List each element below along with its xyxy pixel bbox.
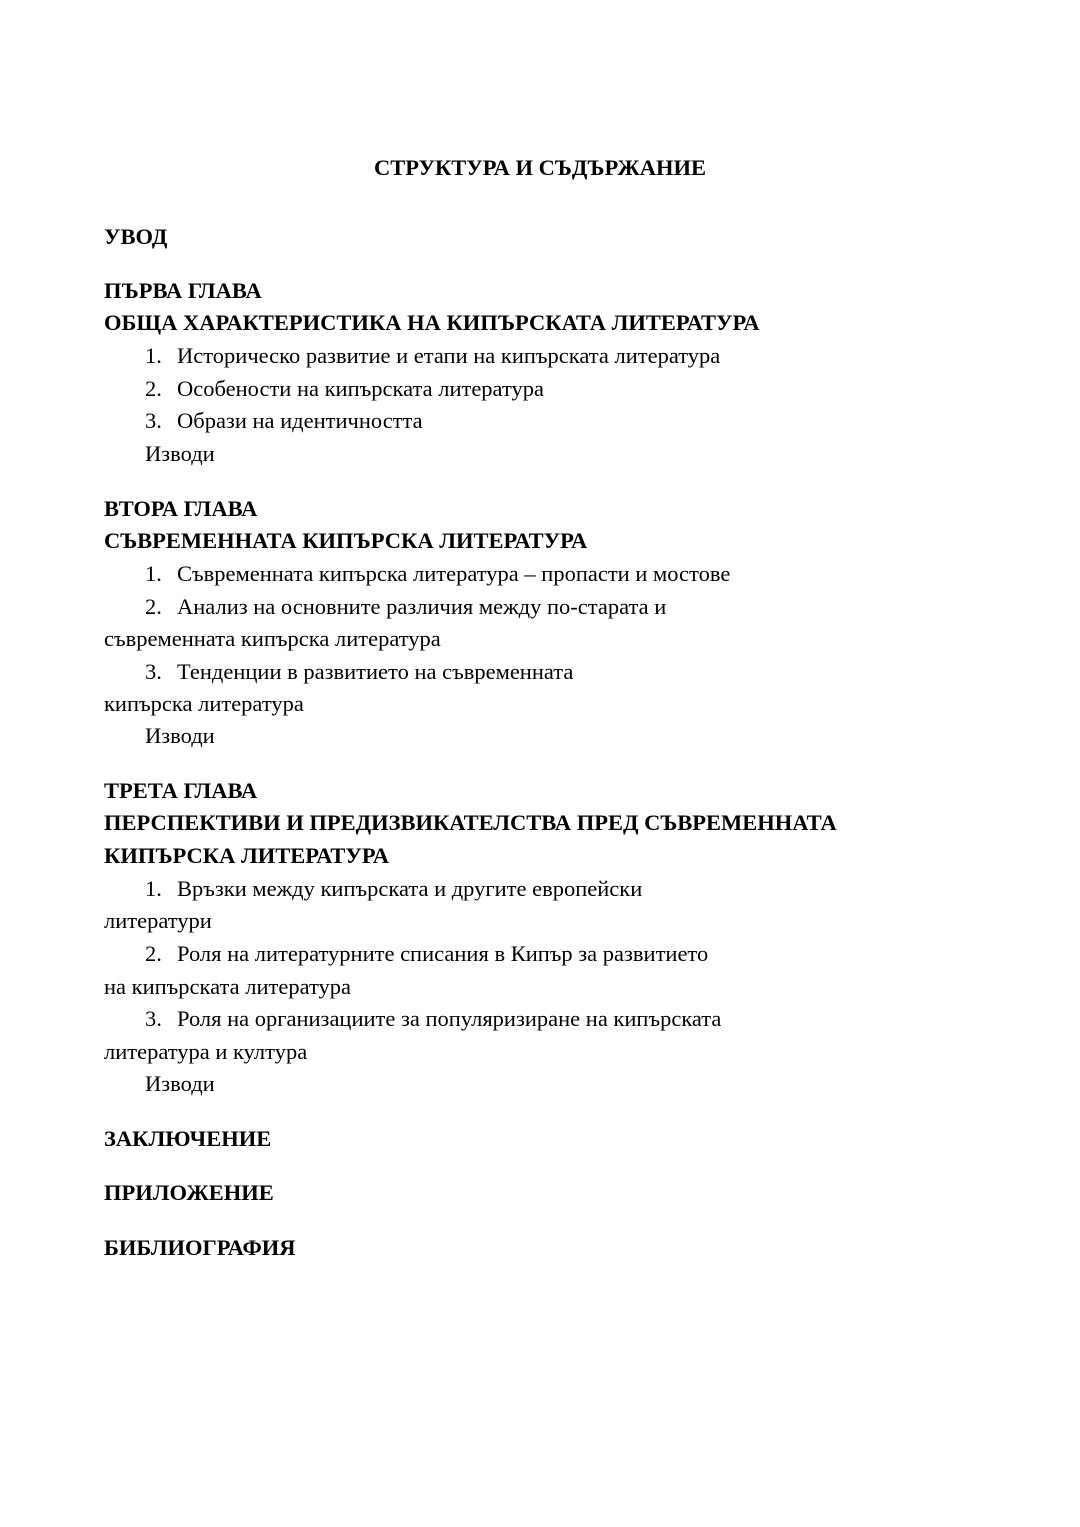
chapter1-item-3 bbox=[145, 406, 423, 436]
chapter3-title-line2: КИПЪРСКА ЛИТЕРАТУРА bbox=[104, 843, 390, 868]
chapter2-item-1 bbox=[145, 559, 730, 589]
chapter3-item-3 bbox=[145, 1004, 721, 1034]
item-text: Съвременната кипърска литература – пропасти и мостове bbox=[177, 561, 731, 586]
chapter3-title-line1: ПЕРСПЕКТИВИ И ПРЕДИЗВИКАТЕЛСТВА ПРЕД СЪВРЕМЕННАТА bbox=[104, 810, 837, 835]
chapter1-label: ПЪРВА ГЛАВА bbox=[104, 278, 262, 303]
chapter1-item-1 bbox=[145, 341, 720, 371]
item-number: 3. bbox=[145, 408, 162, 433]
item-text: Роля на организациите за популяризиране на кипърската bbox=[177, 1006, 722, 1031]
chapter3-item-2-continuation: на кипърската литература bbox=[104, 974, 352, 999]
appendix-heading: ПРИЛОЖЕНИЕ bbox=[104, 1180, 274, 1205]
item-number: 2. bbox=[145, 941, 162, 966]
chapter3-conclusions: Изводи bbox=[145, 1071, 215, 1096]
chapter2-item-2-continuation: съвременната кипърска литература bbox=[104, 626, 441, 651]
page-title: СТРУКТУРА И СЪДЪРЖАНИЕ bbox=[374, 155, 706, 180]
chapter3-label: ТРЕТА ГЛАВА bbox=[104, 778, 258, 803]
item-number: 1. bbox=[145, 876, 162, 901]
item-number: 2. bbox=[145, 594, 162, 619]
item-text: Тенденции в развитието на съвременната bbox=[177, 659, 574, 684]
chapter1-title: ОБЩА ХАРАКТЕРИСТИКА НА КИПЪРСКАТА ЛИТЕРАТУРА bbox=[104, 310, 760, 335]
item-number: 3. bbox=[145, 1006, 162, 1031]
intro-heading: УВОД bbox=[104, 224, 168, 249]
item-number: 1. bbox=[145, 343, 162, 368]
chapter3-item-2 bbox=[145, 939, 708, 969]
item-text: Особености на кипърската литература bbox=[177, 376, 544, 401]
chapter3-item-1 bbox=[145, 874, 642, 904]
chapter2-label: ВТОРА ГЛАВА bbox=[104, 496, 258, 521]
chapter3-item-3-continuation: литература и култура bbox=[104, 1039, 308, 1064]
item-text: Анализ на основните различия между по-старата и bbox=[177, 594, 667, 619]
chapter3-item-1-continuation: литератури bbox=[104, 908, 212, 933]
chapter1-item-2 bbox=[145, 374, 544, 404]
item-text: Роля на литературните списания в Кипър за развитието bbox=[177, 941, 709, 966]
item-text: Връзки между кипърската и другите европейски bbox=[177, 876, 643, 901]
item-text: Образи на идентичността bbox=[177, 408, 423, 433]
bibliography-heading: БИБЛИОГРАФИЯ bbox=[104, 1235, 296, 1260]
chapter2-title: СЪВРЕМЕННАТА КИПЪРСКА ЛИТЕРАТУРА bbox=[104, 528, 588, 553]
chapter2-item-3 bbox=[145, 657, 573, 687]
chapter2-item-3-continuation: кипърска литература bbox=[104, 691, 304, 716]
chapter2-conclusions: Изводи bbox=[145, 723, 215, 748]
item-number: 1. bbox=[145, 561, 162, 586]
chapter1-conclusions: Изводи bbox=[145, 441, 215, 466]
item-number: 2. bbox=[145, 376, 162, 401]
item-number: 3. bbox=[145, 659, 162, 684]
item-text: Историческо развитие и етапи на кипърската литература bbox=[177, 343, 721, 368]
chapter2-item-2 bbox=[145, 592, 666, 622]
conclusion-heading: ЗАКЛЮЧЕНИЕ bbox=[104, 1126, 272, 1151]
